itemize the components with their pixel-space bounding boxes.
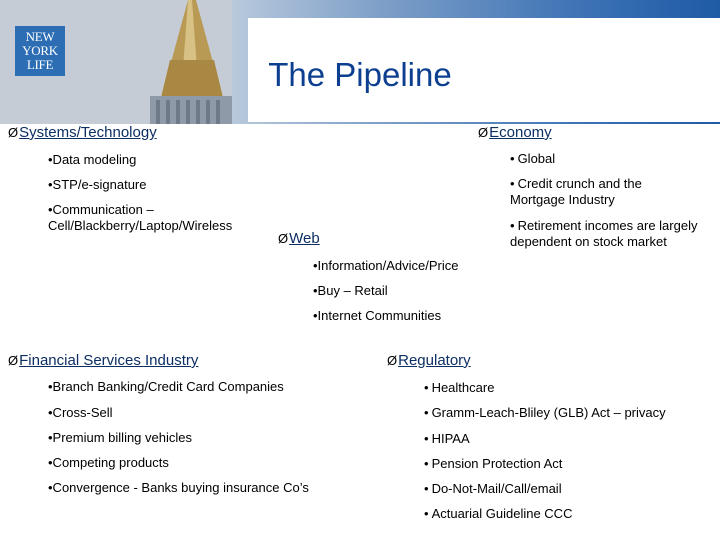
systems-item: •Data modeling <box>48 152 137 167</box>
economy-item-label: Credit crunch and the Mortgage Industry <box>510 176 642 207</box>
regulatory-item-label: Do-Not-Mail/Call/email <box>431 481 562 496</box>
regulatory-item: • Actuarial Guideline CCC <box>424 506 573 521</box>
systems-item: •STP/e-signature <box>48 177 147 192</box>
logo-line-3: LIFE <box>26 57 54 72</box>
regulatory-item-label: Pension Protection Act <box>431 456 563 471</box>
logo-line-2: YORK <box>22 43 58 58</box>
web-heading-label: Web <box>289 230 320 247</box>
web-heading <box>278 230 320 247</box>
financial-item: •Convergence - Banks buying insurance Co’s <box>48 480 309 495</box>
regulatory-item: • Gramm-Leach-Bliley (GLB) Act – privacy <box>424 405 666 420</box>
systems-heading-label: Systems/Technology <box>19 124 157 141</box>
web-item: •Information/Advice/Price <box>313 258 459 273</box>
header-banner <box>0 0 720 124</box>
economy-heading <box>478 124 552 141</box>
economy-item-label: Retirement incomes are largely dependent on stock market <box>510 218 698 249</box>
financial-item: •Cross-Sell <box>48 405 113 420</box>
slide-title: The Pipeline <box>268 56 452 93</box>
regulatory-heading-label: Regulatory <box>398 352 471 369</box>
regulatory-heading <box>387 352 471 369</box>
regulatory-item: • HIPAA <box>424 431 470 446</box>
economy-heading-label: Economy <box>489 124 552 141</box>
financial-heading-label: Financial Services Industry <box>19 352 199 369</box>
systems-heading <box>8 124 157 141</box>
arrow-bullet-icon: Ø <box>478 125 489 140</box>
economy-item: • Credit crunch and the Mortgage Industry <box>510 176 642 207</box>
arrow-bullet-icon: Ø <box>387 353 398 368</box>
financial-heading <box>8 352 198 369</box>
financial-item: •Competing products <box>48 455 169 470</box>
regulatory-item: • Do-Not-Mail/Call/email <box>424 481 562 496</box>
regulatory-item-label: Healthcare <box>431 380 495 395</box>
regulatory-item-label: HIPAA <box>431 431 470 446</box>
regulatory-item: • Healthcare <box>424 380 495 395</box>
arrow-bullet-icon: Ø <box>278 231 289 246</box>
regulatory-item: • Pension Protection Act <box>424 456 563 471</box>
economy-item: • Global <box>510 151 556 166</box>
regulatory-item-label: Actuarial Guideline CCC <box>431 506 573 521</box>
financial-item: •Branch Banking/Credit Card Companies <box>48 379 284 394</box>
economy-item: • Retirement incomes are largely dependent on stock market <box>510 218 698 249</box>
arrow-bullet-icon: Ø <box>8 125 19 140</box>
new-york-life-logo-icon <box>15 26 65 76</box>
economy-item-label: Global <box>517 151 556 166</box>
logo-line-1: NEW <box>25 29 55 44</box>
web-item: •Internet Communities <box>313 308 442 323</box>
systems-item: •Communication – Cell/Blackberry/Laptop/Wireless <box>48 202 233 233</box>
regulatory-item-label: Gramm-Leach-Bliley (GLB) Act – privacy <box>431 405 666 420</box>
web-item: •Buy – Retail <box>313 283 388 298</box>
arrow-bullet-icon: Ø <box>8 353 19 368</box>
financial-item: •Premium billing vehicles <box>48 430 192 445</box>
